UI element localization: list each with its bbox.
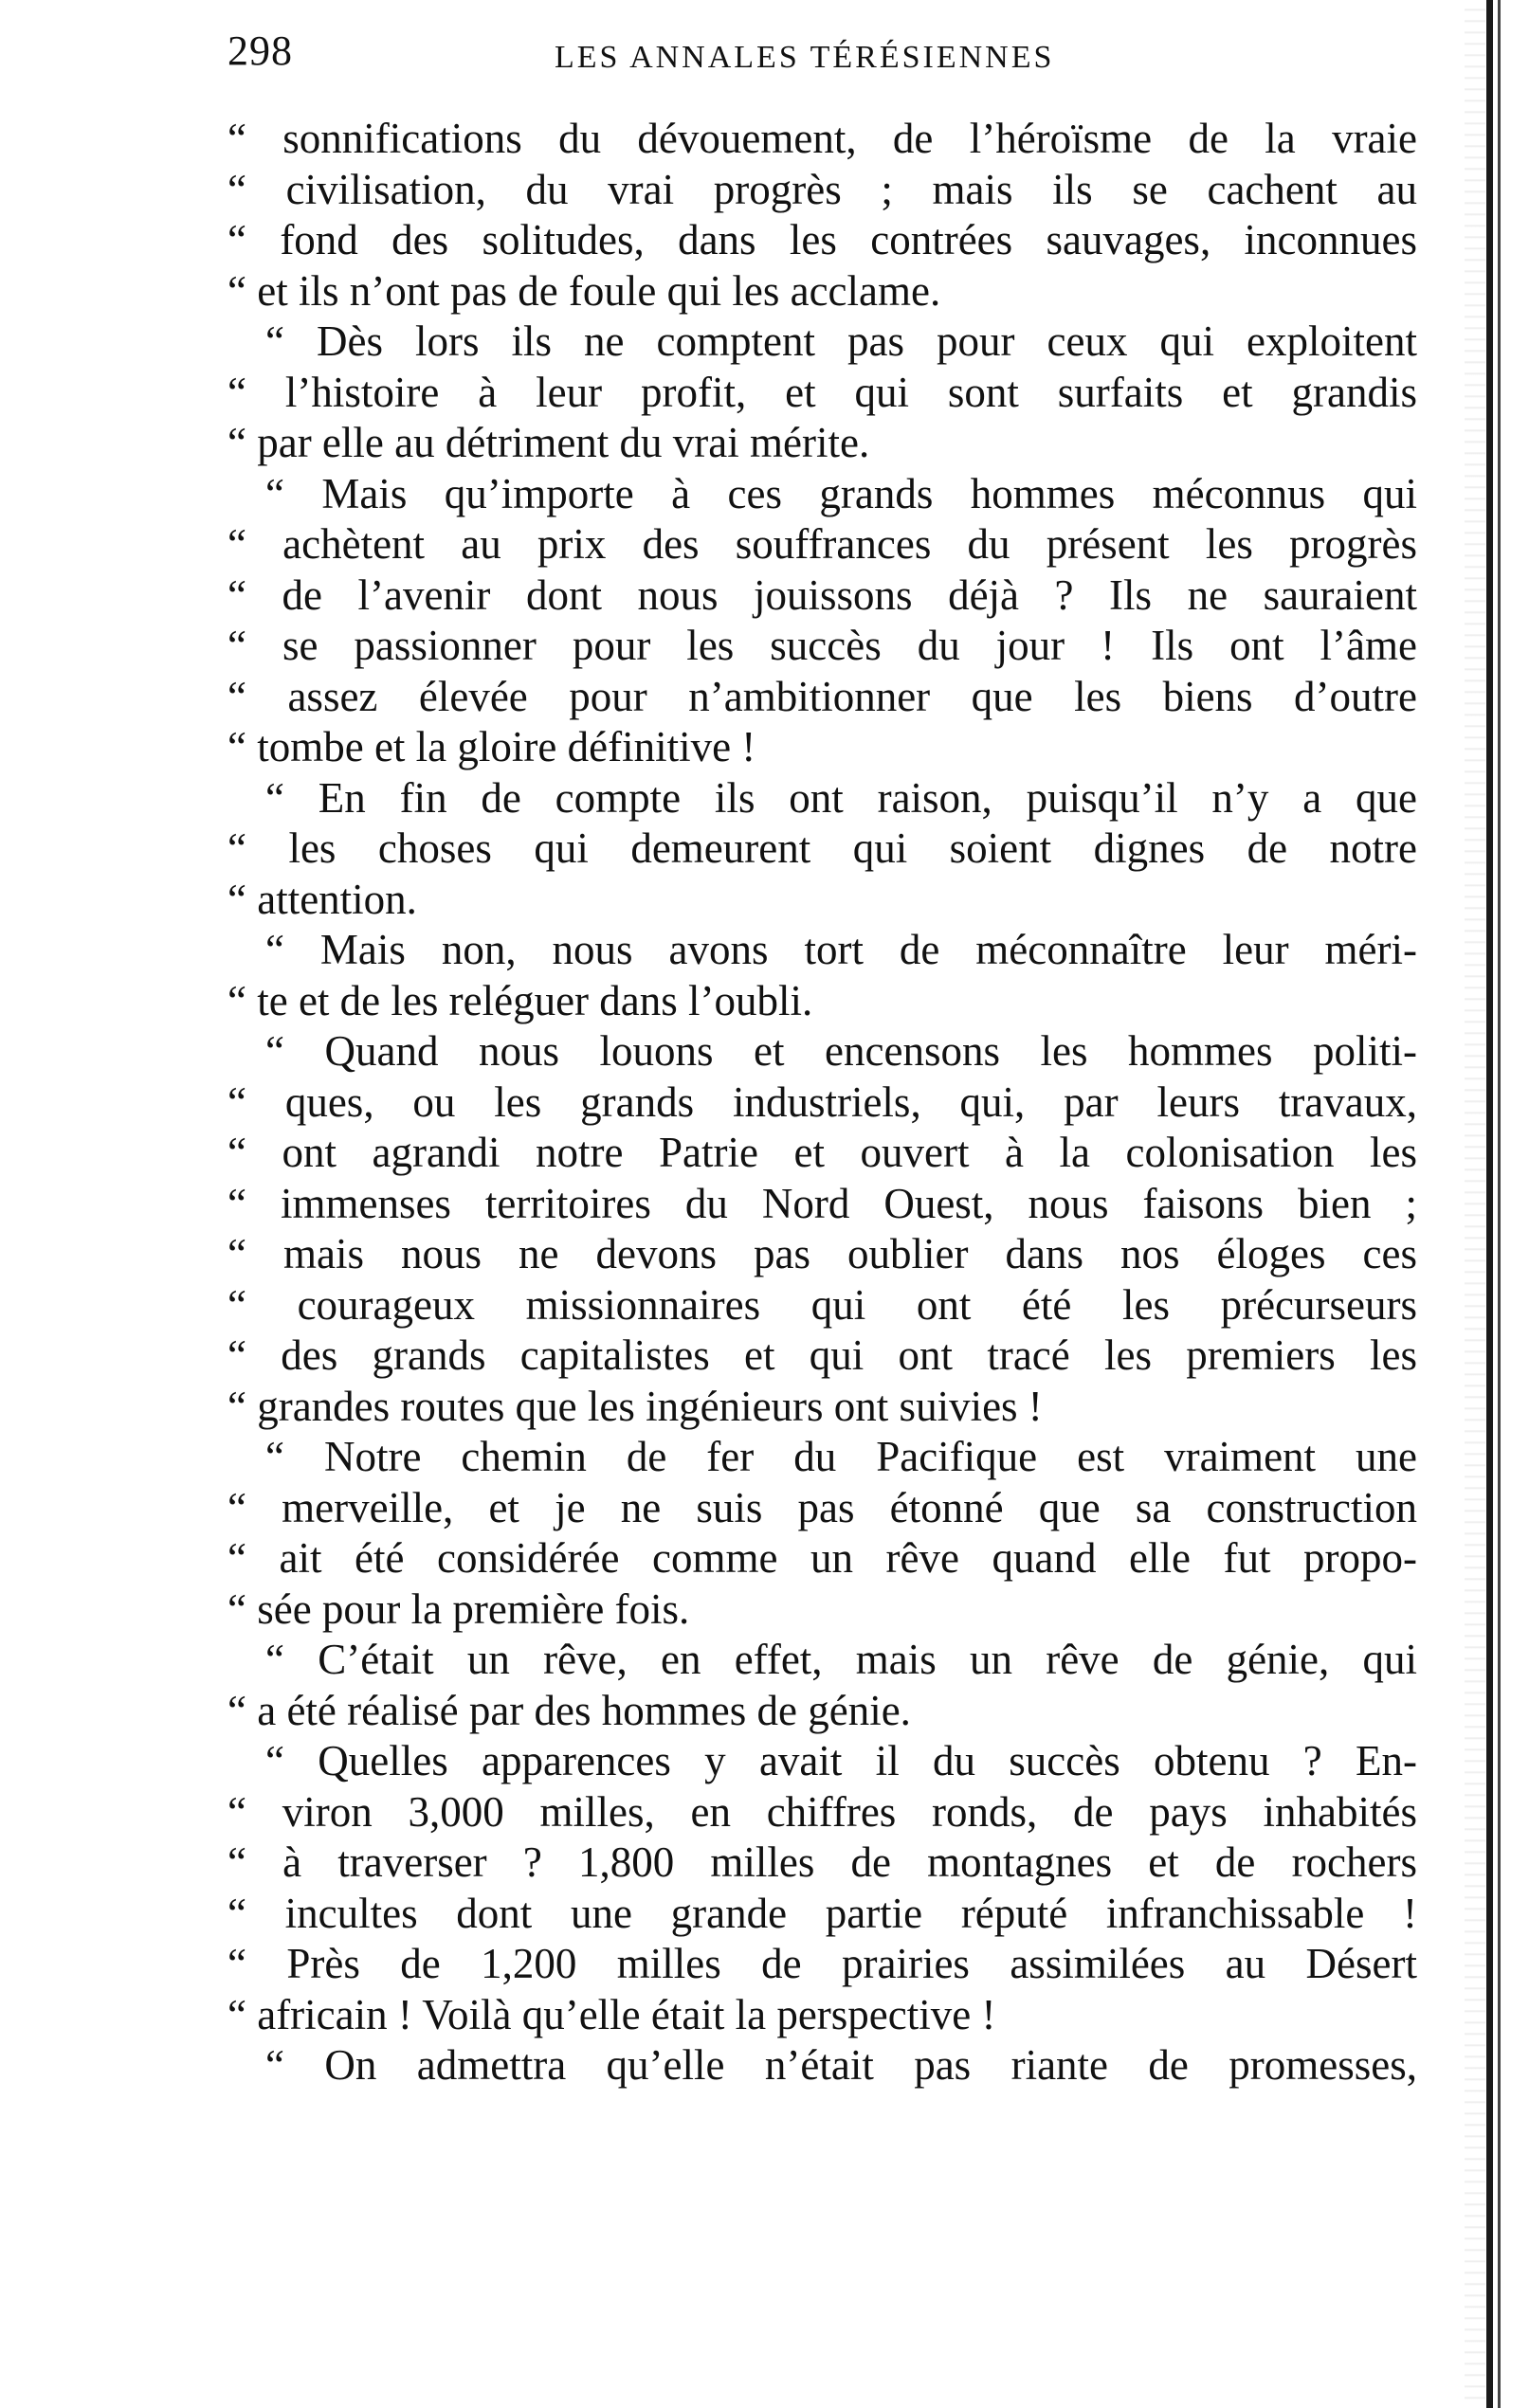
text-line: “ immenses territoires du Nord Ouest, nous faisons bien ;: [228, 1179, 1417, 1227]
page-number: 298: [228, 27, 293, 74]
text-line: “ fond des solitudes, dans les contrées sauvages, inconnues: [228, 216, 1417, 263]
text-line: “ mais nous ne devons pas oublier dans nos éloges ces: [228, 1230, 1417, 1277]
text-line: “ Dès lors ils ne comptent pas pour ceux qui exploitent: [265, 317, 1417, 365]
page-edge-line-thin: [1498, 0, 1501, 2408]
text-line: “ merveille, et je ne suis pas étonné que sa construction: [228, 1483, 1417, 1531]
text-line: “ sonnifications du dévouement, de l’héroïsme de la vraie: [228, 115, 1417, 162]
text-line: “ On admettra qu’elle n’était pas riante de promesses,: [265, 2041, 1417, 2089]
text-line: “ Notre chemin de fer du Pacifique est vraiment une: [265, 1433, 1417, 1480]
text-line: “ ont agrandi notre Patrie et ouvert à la colonisation les: [228, 1129, 1417, 1176]
text-line: “ sée pour la première fois.: [228, 1584, 690, 1633]
text-line: “ assez élevée pour n’ambitionner que les biens d’outre: [228, 672, 1417, 720]
text-line: “ Quand nous louons et encensons les hommes politi-: [265, 1027, 1417, 1075]
page-edge-line: [1486, 0, 1493, 2408]
text-line: “ des grands capitalistes et qui ont tracé les premiers les: [228, 1331, 1417, 1379]
text-line: “ courageux missionnaires qui ont été les précurseurs: [228, 1280, 1417, 1329]
text-line: “ l’histoire à leur profit, et qui sont surfaits et grandis: [228, 368, 1417, 416]
text-line: “ tombe et la gloire définitive !: [228, 723, 756, 770]
text-line: “ C’était un rêve, en effet, mais un rêve de génie, qui: [265, 1636, 1417, 1683]
text-line: “ te et de les reléguer dans l’oubli.: [228, 976, 813, 1024]
text-line: “ achètent au prix des souffrances du présent les progrès: [228, 520, 1417, 568]
text-line: “ et ils n’ont pas de foule qui les acclame.: [228, 266, 941, 315]
text-line: “ Quelles apparences y avait il du succès obtenu ? En-: [265, 1737, 1417, 1784]
text-line: “ les choses qui demeurent qui soient dignes de notre: [228, 824, 1417, 872]
text-line: “ civilisation, du vrai progrès ; mais ils se cachent au: [228, 165, 1417, 213]
text-line: “ attention.: [228, 875, 417, 923]
text-line: “ par elle au détriment du vrai mérite.: [228, 419, 870, 466]
text-line: “ En fin de compte ils ont raison, puisqu’il n’y a que: [265, 773, 1417, 822]
text-line: “ ques, ou les grands industriels, qui, par leurs travaux,: [228, 1077, 1417, 1126]
running-title: LES ANNALES TÉRÉSIENNES: [555, 40, 1055, 75]
text-line: “ à traverser ? 1,800 milles de montagnes et de rochers: [228, 1838, 1417, 1886]
text-line: “ africain ! Voilà qu’elle était la perspective !: [228, 1990, 996, 2038]
text-line: “ grandes routes que les ingénieurs ont suivies !: [228, 1382, 1043, 1430]
text-line: “ Près de 1,200 milles de prairies assimilées au Désert: [228, 1940, 1417, 1987]
body-text: [228, 114, 1417, 2091]
text-line: “ Mais qu’importe à ces grands hommes méconnus qui: [265, 469, 1417, 517]
binding-shadow: [1465, 0, 1485, 2408]
text-line: “ viron 3,000 milles, en chiffres ronds, de pays inhabités: [228, 1787, 1417, 1836]
text-line: “ a été réalisé par des hommes de génie.: [228, 1686, 911, 1734]
text-line: “ Mais non, nous avons tort de méconnaître leur méri-: [265, 926, 1417, 973]
page-header: [228, 27, 1412, 102]
text-line: “ se passionner pour les succès du jour ! Ils ont l’âme: [228, 622, 1417, 669]
text-line: “ incultes dont une grande partie réputé infranchissable !: [228, 1889, 1417, 1937]
text-line: “ ait été considérée comme un rêve quand elle fut propo-: [228, 1534, 1417, 1582]
text-line: “ de l’avenir dont nous jouissons déjà ? Ils ne sauraient: [228, 570, 1417, 619]
